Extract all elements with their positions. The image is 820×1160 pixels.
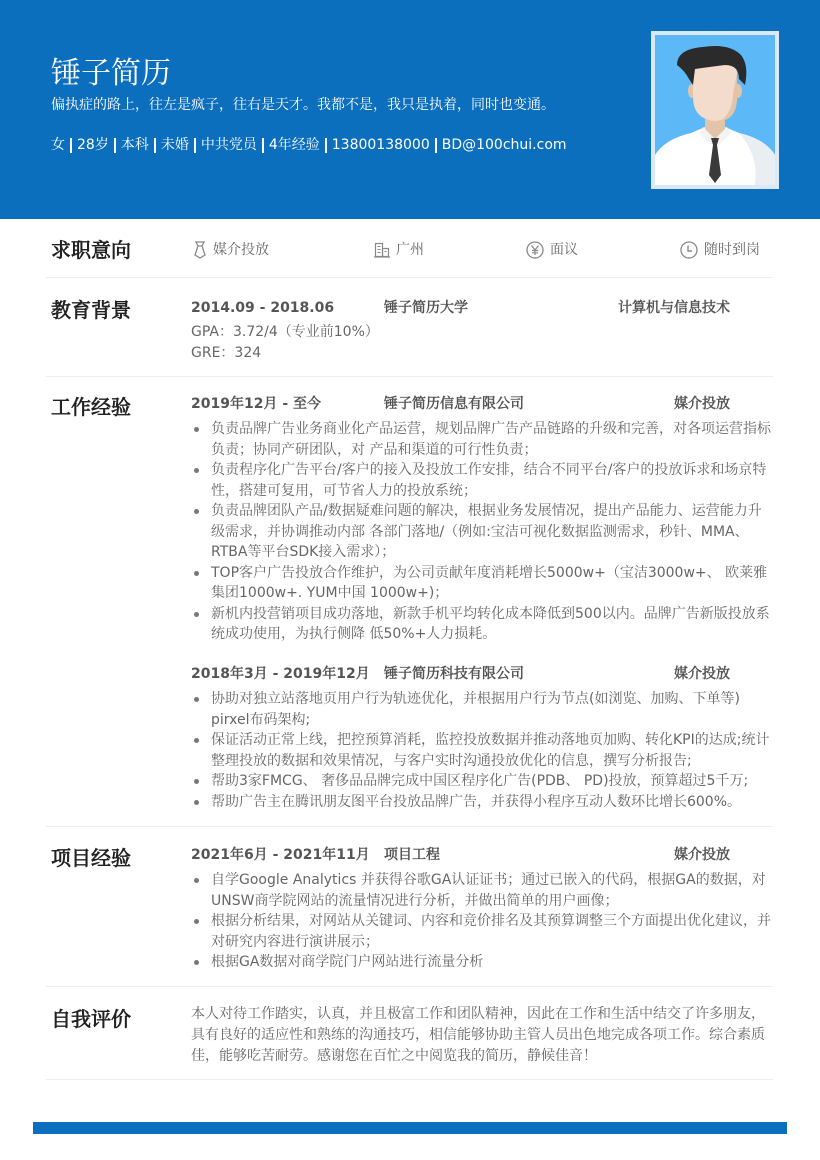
avatar-photo <box>651 31 779 189</box>
separator <box>262 138 264 153</box>
list-item: 根据GA数据对商学院门户网站进行流量分析 <box>191 952 771 973</box>
list-item: 帮助广告主在腾讯朋友图平台投放品牌广告，并获得小程序互动人数环比增长600%。 <box>191 792 771 813</box>
job-period: 2018年3月 - 2019年12月 <box>191 666 370 682</box>
list-item: TOP客户广告投放合作维护，为公司贡献年度消耗增长5000w+（宝洁3000w+、 欧莱雅集团1000w+. YUM中国 1000w+)； <box>191 563 771 604</box>
list-item: 根据分析结果，对网站从关键词、内容和竞价排名及其预算调整三个方面提出优化建议，并对研究内容进行演讲展示； <box>191 911 771 952</box>
job-company: 锤子简历科技有限公司 <box>384 666 524 682</box>
info-marital: 未婚 <box>160 137 189 153</box>
info-age: 28岁 <box>77 137 109 153</box>
list-item: 保证活动正常上线，把控预算消耗，监控投放数据并推动落地页加购、转化KPI的达成;统计整理投放的数据和效果情况，与客户实时沟通投放优化的信息，撰写分析报告; <box>191 730 771 771</box>
section-title-work: 工作经验 <box>51 395 131 419</box>
education-gre: GRE：324 <box>191 345 262 361</box>
education-period: 2014.09 - 2018.06 <box>191 300 335 316</box>
job-duties-list <box>191 419 771 645</box>
intent-city-label: 广州 <box>396 242 424 258</box>
clock-icon <box>680 241 698 259</box>
job-period: 2019年12月 - 至今 <box>191 396 322 412</box>
job-role: 媒介投放 <box>674 396 730 412</box>
info-experience: 4年经验 <box>268 137 320 153</box>
project-period: 2021年6月 - 2021年11月 <box>191 847 370 863</box>
education-gpa: GPA：3.72/4（专业前10%） <box>191 324 379 340</box>
project-role: 媒介投放 <box>674 847 730 863</box>
project-duties-list <box>191 870 771 973</box>
intent-availability-label: 随时到岗 <box>704 242 760 258</box>
section-title-project: 项目经验 <box>51 846 131 870</box>
job-duties-list <box>191 689 771 812</box>
job-company: 锤子简历信息有限公司 <box>384 396 524 412</box>
resume-header <box>0 0 820 219</box>
info-gender: 女 <box>51 137 65 153</box>
intent-salary-label: 面议 <box>550 242 578 258</box>
yen-icon <box>526 241 544 259</box>
separator <box>194 138 196 153</box>
list-item: 自学Google Analytics 并获得谷歌GA认证证书；通过已嵌入的代码，根据GA的数据，对UNSW商学院网站的流量情况进行分析，并做出简单的用户画像； <box>191 870 771 911</box>
separator <box>70 138 72 153</box>
education-major: 计算机与信息技术 <box>618 300 730 316</box>
list-item: 新机内投营销项目成功落地，新款手机平均转化成本降低到500以内。品牌广告新版投放系统成功使用，为执行侧降 低50%+人力损耗。 <box>191 604 771 645</box>
separator <box>435 138 437 153</box>
separator <box>325 138 327 153</box>
list-item: 协助对独立站落地页用户行为轨迹优化，并根据用户行为节点(如浏览、加购、下单等) pirxel布码架构; <box>191 689 771 730</box>
list-item: 帮助3家FMCG、 奢侈品品牌完成中国区程序化广告(PDB、 PD)投放，预算超过5千万; <box>191 771 771 792</box>
intent-salary <box>526 240 578 260</box>
info-phone: 13800138000 <box>331 137 430 153</box>
info-degree: 本科 <box>120 137 149 153</box>
motto: 偏执症的路上，往左是疯子，往右是天才。我都不是，我只是执着，同时也变通。 <box>51 97 555 113</box>
job-role: 媒介投放 <box>674 666 730 682</box>
info-email: BD@100chui.com <box>441 137 567 153</box>
candidate-name: 锤子简历 <box>51 56 171 91</box>
section-title-education: 教育背景 <box>51 298 131 322</box>
list-item: 负责品牌团队产品/数据疑难问题的解决，根据业务发展情况，提出产品能力、运营能力升级需求，并协调推动内部 各部门落地/（例如:宝洁可视化数据监测需求，秒针、MMA、RTBA等平台SDK接入需求）； <box>191 501 771 563</box>
self-eval-text: 本人对待工作踏实，认真，并且极富工作和团队精神，因此在工作和生活中结交了许多朋友，具有良好的适应性和熟练的沟通技巧，相信能够协助主管人员出色地完成各项工作。综合素质佳，能够吃苦耐劳。感谢您在百忙之中阅览我的简历，静候佳音！ <box>191 1006 765 1064</box>
avatar-illustration-icon <box>655 35 775 185</box>
footer-bar <box>33 1122 787 1134</box>
separator <box>114 138 116 153</box>
list-item: 负责品牌广告业务商业化产品运营，规划品牌广告产品链路的升级和完善，对各项运营指标负责；协同产研团队，对 产品和渠道的可行性负责； <box>191 419 771 460</box>
divider <box>46 277 773 278</box>
list-item: 负责程序化广告平台/客户的接入及投放工作安排，结合不同平台/客户的投放诉求和场京特性，搭建可复用，可节省人力的投放系统； <box>191 460 771 501</box>
project-name: 项目工程 <box>384 847 440 863</box>
separator <box>154 138 156 153</box>
section-title-self-eval: 自我评价 <box>51 1007 131 1031</box>
intent-availability <box>680 240 760 260</box>
divider <box>46 376 773 377</box>
tie-icon <box>193 241 207 259</box>
divider <box>46 1079 773 1080</box>
building-icon <box>374 242 390 258</box>
section-title-intent: 求职意向 <box>51 238 131 262</box>
personal-info <box>51 135 567 155</box>
education-school: 锤子简历大学 <box>384 300 468 316</box>
intent-position-label: 媒介投放 <box>213 242 269 258</box>
intent-position <box>193 240 269 260</box>
divider <box>46 986 773 987</box>
divider <box>46 826 773 827</box>
intent-city <box>374 240 424 260</box>
info-politics: 中共党员 <box>200 137 257 153</box>
